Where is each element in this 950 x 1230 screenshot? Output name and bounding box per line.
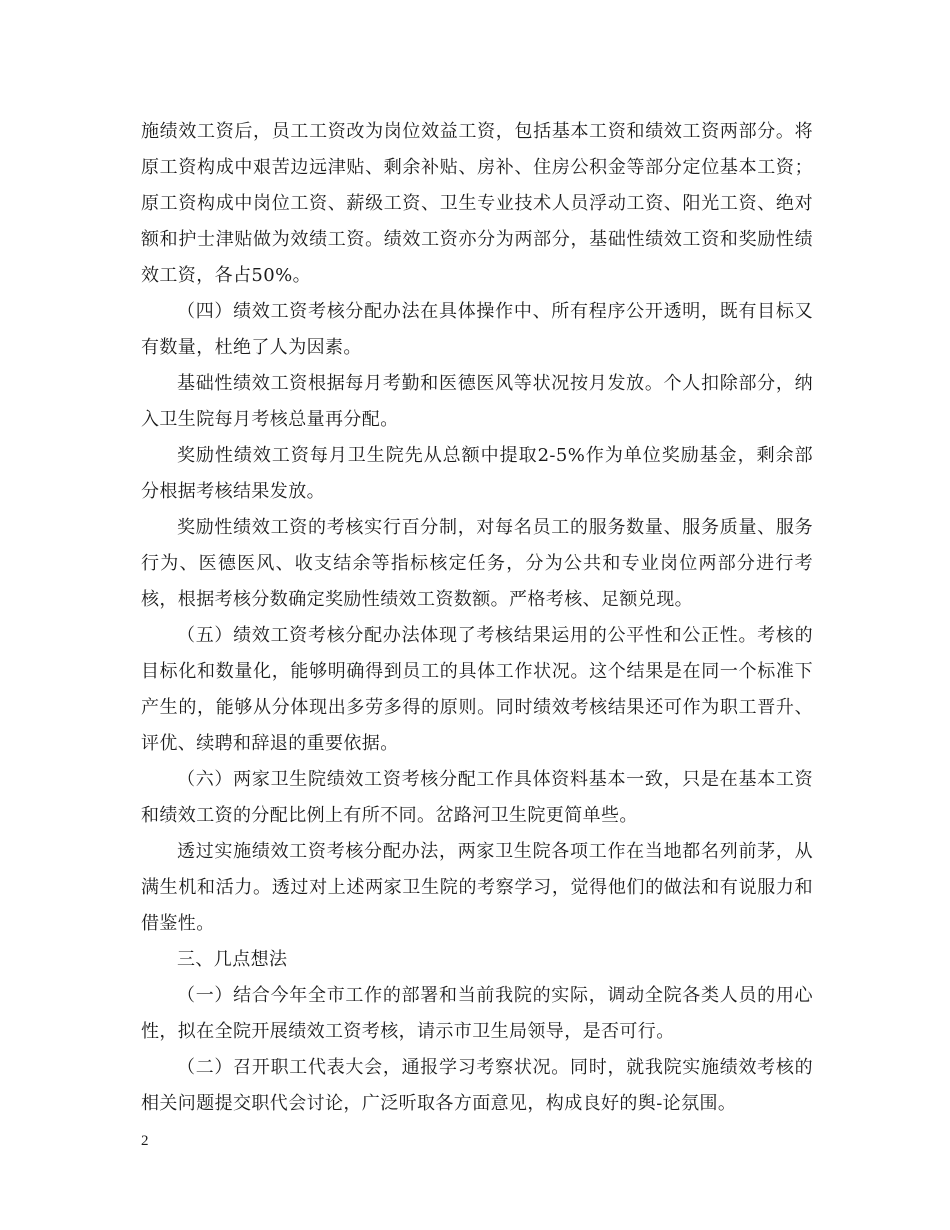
section-heading-thoughts: 三、几点想法: [177, 949, 288, 970]
paragraph-incentive-assessment: 奖励性绩效工资的考核实行百分制，对每名员工的服务数量、服务质量、服务行为、医德医风、收支结余等指标核定任务，分为公共和专业岗位两部分进行考核，根据考核分数确定奖励性绩效工资数额。严格考核、足额兑现。: [141, 517, 813, 610]
paragraph-thought-two: （二）召开职工代表大会，通报学习考察状况。同时，就我院实施绩效考核的相关问题提交职代会讨论，广泛听取各方面意见，构成良好的舆-论氛围。: [141, 1057, 813, 1114]
page-number: 2: [141, 1133, 149, 1149]
document-body: [141, 114, 813, 1122]
paragraph-continuation: 施绩效工资后，员工工资改为岗位效益工资，包括基本工资和绩效工资两部分。将原工资构成中艰苦边远津贴、剩余补贴、房补、住房公积金等部分定位基本工资；原工资构成中岗位工资、薪级工资、卫生专业技术人员浮动工资、阳光工资、绝对额和护士津贴做为效绩工资。绩效工资亦分为两部分，基础性绩效工资和奖励性绩效工资，各占50%。: [141, 121, 813, 286]
paragraph-incentive-fund: 奖励性绩效工资每月卫生院先从总额中提取2-5%作为单位奖励基金，剩余部分根据考核结果发放。: [141, 445, 813, 502]
paragraph-section-four: （四）绩效工资考核分配办法在具体操作中、所有程序公开透明，既有目标又有数量，杜绝了人为因素。: [141, 301, 813, 358]
paragraph-summary: 透过实施绩效工资考核分配办法，两家卫生院各项工作在当地都名列前茅，从满生机和活力。透过对上述两家卫生院的考察学习，觉得他们的做法和有说服力和借鉴性。: [141, 841, 813, 934]
paragraph-section-six: （六）两家卫生院绩效工资考核分配工作具体资料基本一致，只是在基本工资和绩效工资的分配比例上有所不同。岔路河卫生院更简单些。: [141, 769, 813, 826]
paragraph-section-five: （五）绩效工资考核分配办法体现了考核结果运用的公平性和公正性。考核的目标化和数量化，能够明确得到员工的具体工作状况。这个结果是在同一个标准下产生的，能够从分体现出多劳多得的原则。同时绩效考核结果还可作为职工晋升、评优、续聘和辞退的重要依据。: [141, 625, 813, 754]
paragraph-thought-one: （一）结合今年全市工作的部署和当前我院的实际，调动全院各类人员的用心性，拟在全院开展绩效工资考核，请示市卫生局领导，是否可行。: [141, 985, 813, 1042]
paragraph-basic-performance-pay: 基础性绩效工资根据每月考勤和医德医风等状况按月发放。个人扣除部分，纳入卫生院每月考核总量再分配。: [141, 373, 813, 430]
